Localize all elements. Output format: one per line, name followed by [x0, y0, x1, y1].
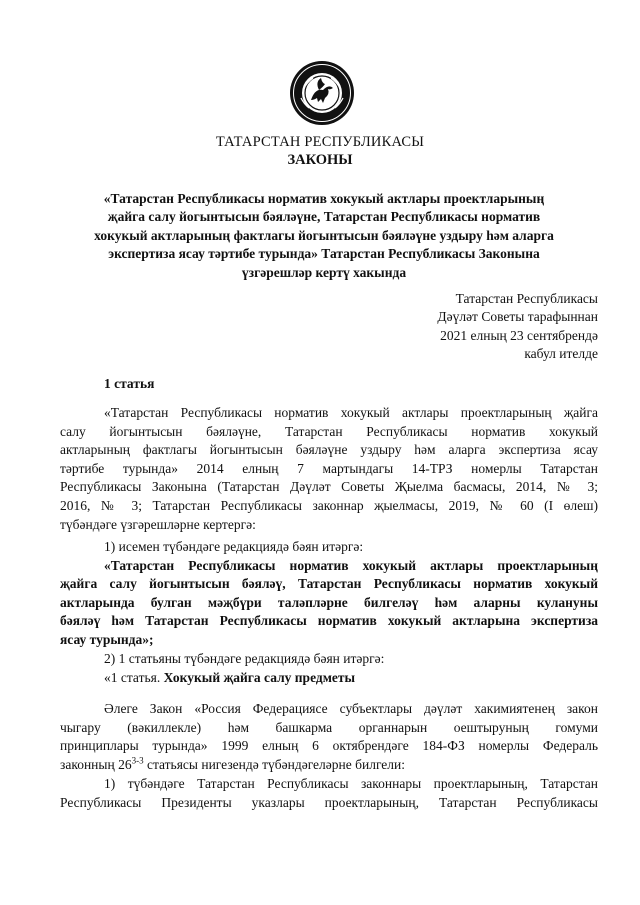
text-line: тәртибе турында» 2014 елның 7 мартындагы 14-ТРЗ номерлы Татарстан — [60, 460, 598, 476]
title-line: «Татарстан Республикасы норматив хокукый актлары проектларының — [103, 191, 545, 206]
adoption-line: Дәүләт Советы тарафыннан — [437, 309, 598, 325]
text-line: чыгару (вәкиллекле) һәм башкарма органнарын оештыруның гомуми — [60, 719, 598, 735]
heading-title: Хокукый җайга салу предметы — [163, 669, 356, 685]
text-line: түбәндәге үзгәрешләрне кертергә: — [60, 516, 256, 532]
title-line: экспертиза ясау тәртибе турында» Татарстан Республикасы Законына — [108, 246, 540, 262]
text-line: «Татарстан Республикасы норматив хокукый актлары проектларының җайга — [104, 405, 598, 420]
text-line: 1) исемен түбәндәге редакциядә бәян итәргә: — [104, 539, 364, 554]
adoption-block — [437, 290, 598, 364]
text-line: актларында булган мәҗбүри таләпләрне билгеләү һәм аларны кулануны — [60, 594, 598, 610]
law-title — [84, 190, 564, 282]
text-line: Республикасы Президенты указлары проектларының, Татарстан Республикасы — [60, 794, 598, 810]
paragraph-item-1 — [60, 775, 598, 812]
item-1 — [60, 538, 598, 650]
text-line: «Татарстан Республикасы норматив хокукый актлары проектларының — [104, 557, 598, 573]
text-fragment: статьясы нигезендә түбәндәгеләрне билгели: — [143, 756, 406, 772]
text-line: актларының фактлагы йогынтысын бәяләүне уздыру һәм аларга экспертиза ясау — [60, 442, 598, 458]
title-line: хокукый актларының фактлагы йогынтысын бәяләүне уздыру һәм аларга — [94, 227, 554, 243]
article-heading: 1 статья — [104, 376, 155, 391]
paragraph-subject — [60, 700, 598, 774]
text-line: бәяләү һәм Татарстан Республикасы норматив хокукый актларына экспертиза — [60, 613, 598, 629]
title-line: үзгәрешләр кертү хакында — [241, 264, 407, 280]
text-line: 2) 1 статьяны түбәндәге редакциядә бәян итәргә: — [104, 651, 385, 666]
article-1-heading — [60, 669, 598, 688]
text-line: ясау турында»; — [60, 631, 154, 647]
header-republic: ТАТАРСТАН РЕСПУБЛИКАСЫ — [215, 134, 425, 150]
item-2 — [60, 650, 598, 687]
paragraph-amendment-intro — [60, 404, 598, 534]
text-line — [60, 756, 598, 775]
text-line: Республикасы Законына (Татарстан Дәүләт Советы Җыелма басмасы, 2014, № 3; — [60, 479, 598, 495]
text-line: Әлеге Закон «Россия Федерациясе субъектлары дәүләт хакимиятенең закон — [104, 701, 598, 716]
adoption-line: Татарстан Республикасы — [455, 291, 598, 306]
header-law: ЗАКОНЫ — [287, 152, 353, 168]
text-line: салу йогынтысын бәяләүне, Татарстан Республикасы норматив хокукый — [60, 423, 598, 439]
adoption-line: 2021 елның 23 сентябрендә — [440, 327, 598, 343]
tatarstan-emblem-icon — [289, 60, 355, 126]
title-line: җайга салу йогынтысын бәяләүне, Татарстан Республикасы норматив — [107, 209, 541, 225]
text-line: 1) түбәндәге Татарстан Республикасы законнары проектларының, Татарстан — [104, 776, 598, 791]
text-fragment: законның 26 — [60, 756, 132, 772]
text-line: 2016, № 3; Татарстан Республикасы законнар җыелмасы, 2019, № 60 (I өлеш) — [60, 497, 598, 513]
text-line: принциплары турында» 1999 елның 6 октябрендәге 184-ФЗ номерлы Федераль — [60, 738, 598, 754]
superscript: 3-3 — [131, 755, 144, 766]
adoption-line: кабул ителде — [524, 346, 598, 362]
text-line: җайга салу йогынтысын бәяләү, Татарстан Республикасы норматив хокукый — [60, 576, 598, 592]
heading-prefix: «1 статья. — [104, 669, 164, 685]
